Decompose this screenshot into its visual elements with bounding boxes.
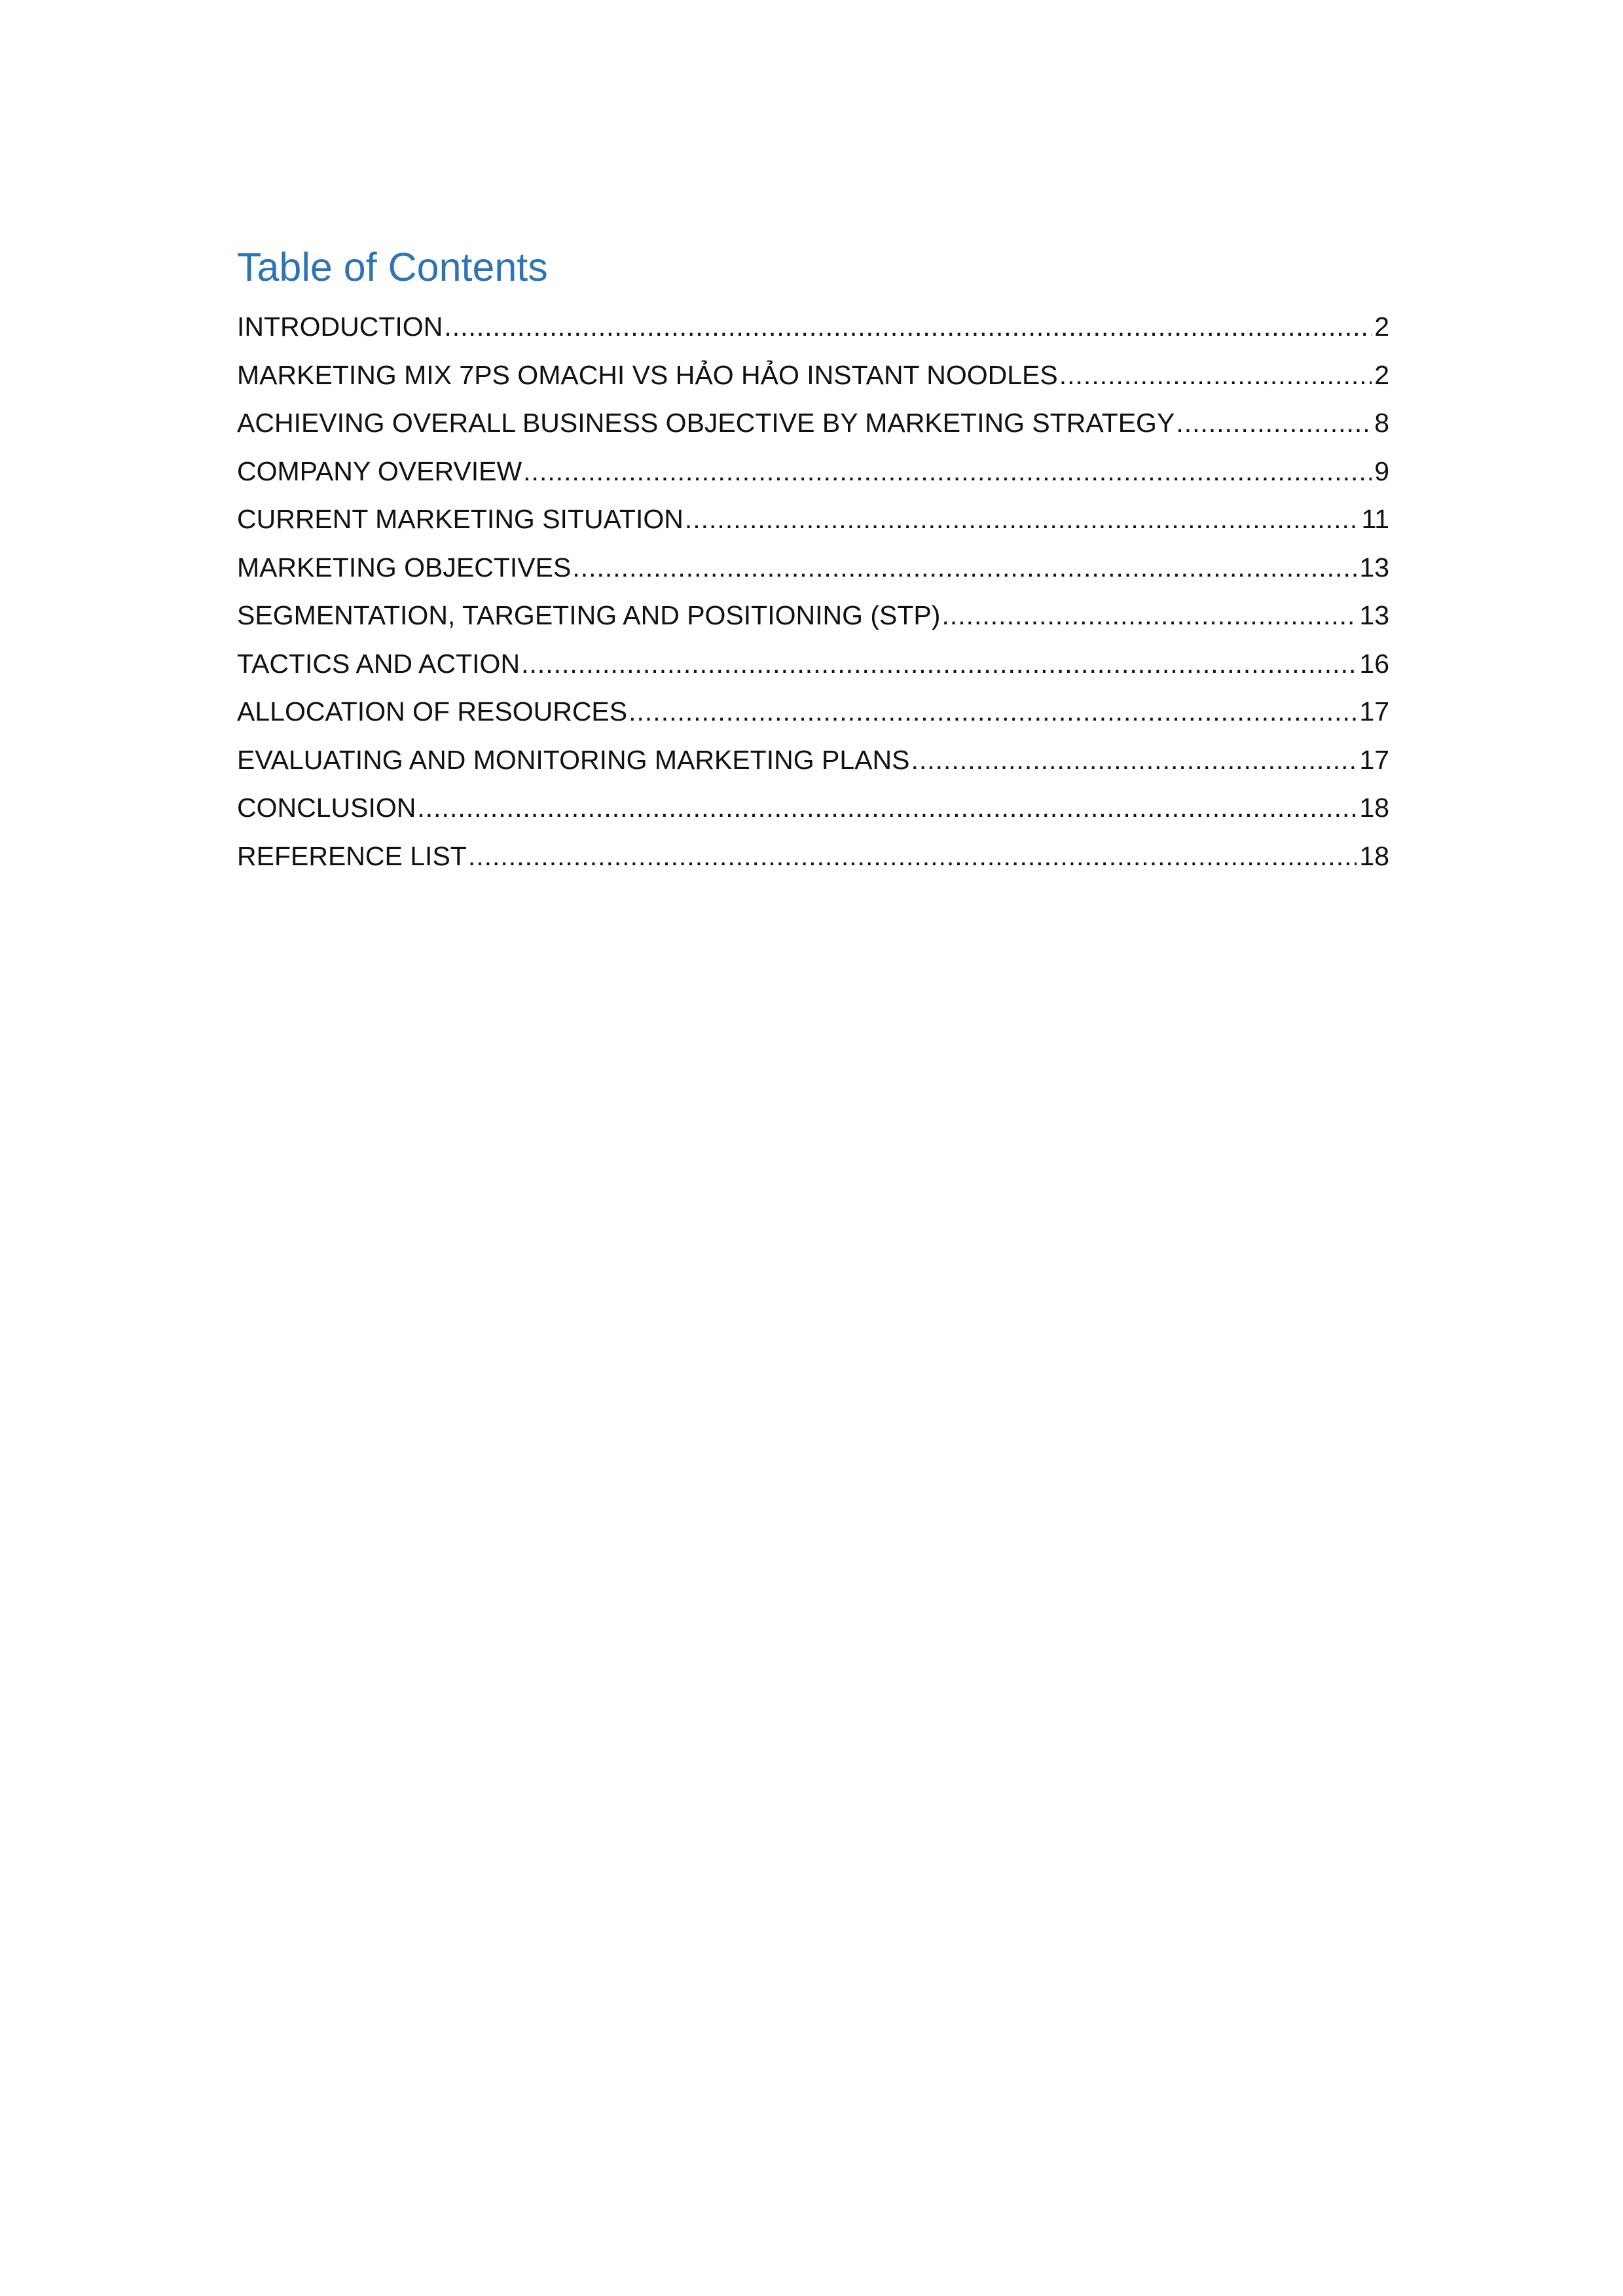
toc-dot-leader [468,833,1357,881]
toc-entry-page-number: 8 [1372,399,1389,448]
toc-dot-leader [629,688,1357,736]
toc-dot-leader [685,495,1359,544]
toc-entry-tactics-and-action[interactable] [237,640,1389,689]
toc-entry-marketing-objectives[interactable] [237,544,1389,592]
toc-entry-label: ALLOCATION OF RESOURCES [237,688,629,736]
toc-entry-page-number: 13 [1357,592,1389,640]
toc-entry-page-number: 2 [1372,303,1389,351]
toc-entry-page-number: 16 [1357,640,1389,689]
toc-entry-label: REFERENCE LIST [237,833,468,881]
toc-entry-stp[interactable] [237,592,1389,640]
toc-entry-label: CONCLUSION [237,784,417,833]
toc-dot-leader [523,448,1372,496]
toc-title: Table of Contents [237,245,548,289]
toc-entry-current-marketing-situation[interactable] [237,495,1389,544]
toc-entry-label: COMPANY OVERVIEW [237,448,523,496]
toc-entry-label: TACTICS AND ACTION [237,640,521,689]
toc-list [237,303,1389,880]
toc-dot-leader [444,303,1372,351]
toc-entry-label: SEGMENTATION, TARGETING AND POSITIONING (STP) [237,592,941,640]
toc-entry-page-number: 11 [1359,495,1389,544]
toc-entry-conclusion[interactable] [237,784,1389,833]
toc-entry-allocation-of-resources[interactable] [237,688,1389,736]
toc-dot-leader [1176,399,1372,448]
toc-dot-leader [521,640,1357,689]
toc-entry-page-number: 13 [1357,544,1389,592]
toc-dot-leader [941,592,1357,640]
toc-entry-label: MARKETING OBJECTIVES [237,544,572,592]
toc-entry-company-overview[interactable] [237,448,1389,496]
toc-entry-page-number: 18 [1357,833,1389,881]
toc-entry-label: ACHIEVING OVERALL BUSINESS OBJECTIVE BY MARKETING STRATEGY [237,399,1176,448]
toc-entry-label: INTRODUCTION [237,303,444,351]
toc-entry-page-number: 17 [1357,736,1389,785]
toc-entry-reference-list[interactable] [237,833,1389,881]
toc-dot-leader [911,736,1357,785]
toc-entry-evaluating-and-monitoring[interactable] [237,736,1389,785]
toc-entry-label: CURRENT MARKETING SITUATION [237,495,685,544]
toc-entry-page-number: 2 [1372,351,1389,400]
toc-dot-leader [572,544,1357,592]
toc-entry-page-number: 9 [1372,448,1389,496]
toc-entry-page-number: 17 [1357,688,1389,736]
toc-entry-introduction[interactable] [237,303,1389,351]
toc-dot-leader [1059,351,1372,400]
toc-entry-marketing-mix[interactable] [237,351,1389,400]
toc-entry-business-objective[interactable] [237,399,1389,448]
toc-entry-page-number: 18 [1357,784,1389,833]
toc-dot-leader [417,784,1357,833]
toc-entry-label: MARKETING MIX 7PS OMACHI VS HẢO HẢO INSTANT NOODLES [237,351,1059,400]
toc-entry-label: EVALUATING AND MONITORING MARKETING PLANS [237,736,911,785]
table-of-contents [237,247,1389,880]
